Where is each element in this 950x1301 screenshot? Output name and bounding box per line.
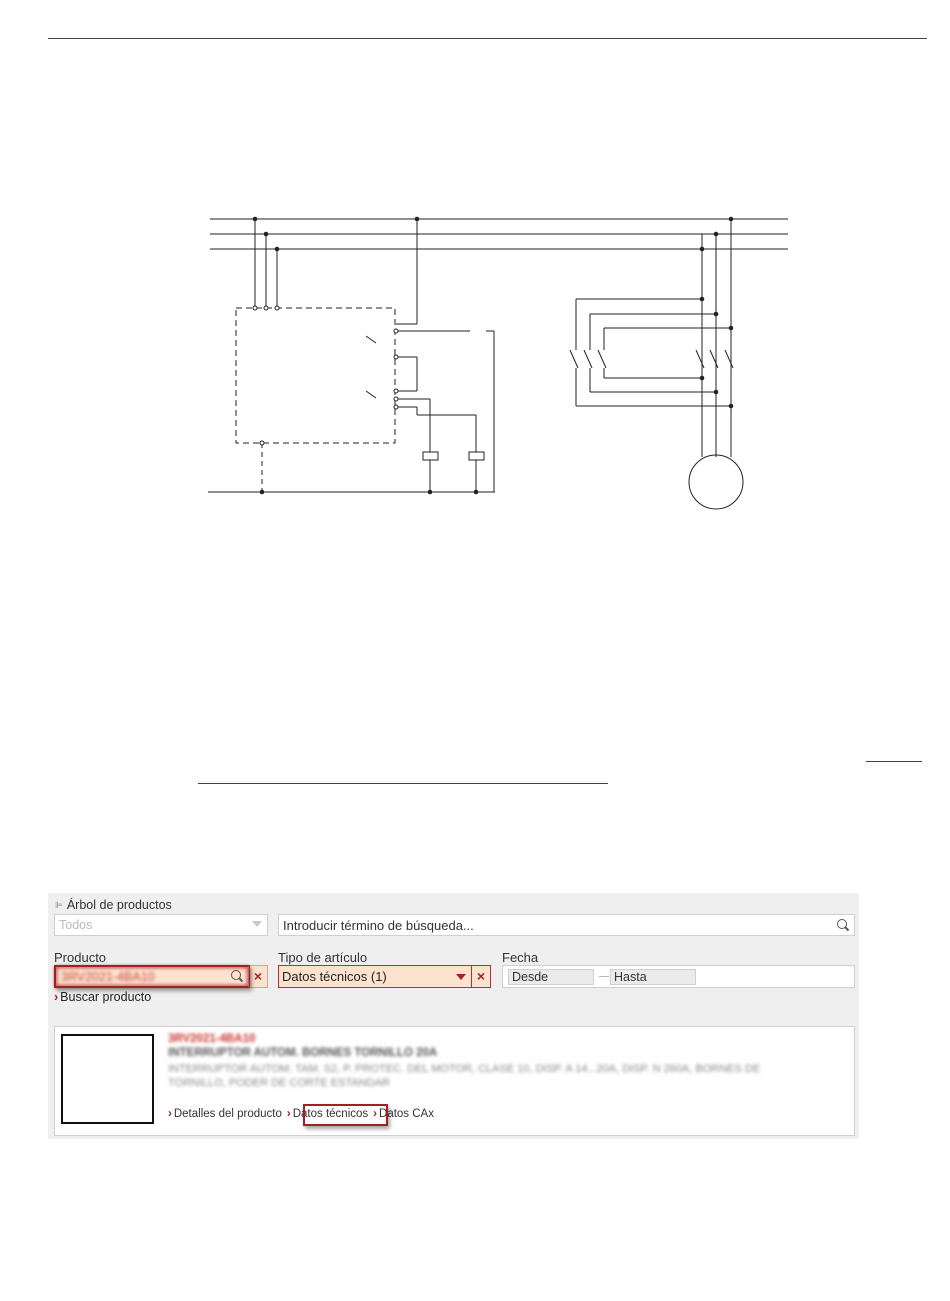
tree-icon: ⊫ [55,899,63,910]
result-card [54,1026,855,1136]
datos-cax-text: Datos CAx [379,1108,434,1120]
producto-input[interactable]: 3RV2021-4BA10 [55,966,249,987]
highlight-frame [54,965,250,988]
circuit-diagram [200,205,800,515]
date-separator [599,976,609,977]
highlight-frame [303,1104,388,1126]
chevron-down-icon[interactable] [456,974,466,980]
result-code[interactable]: 3RV2021-4BA10 [168,1033,256,1045]
clear-tipo-button[interactable]: × [471,966,490,987]
hyperlink-underline[interactable] [866,748,922,762]
chevron-right-icon: › [373,1108,378,1120]
top-divider [48,38,927,39]
product-tree-select-value: Todos [59,918,93,932]
fecha-label: Fecha [502,950,539,965]
product-tree-text: Árbol de productos [66,898,172,912]
producto-field[interactable] [54,965,268,988]
chevron-right-icon: › [54,990,59,1004]
product-thumbnail[interactable] [61,1034,154,1124]
detalles-producto-link[interactable] [168,1108,282,1120]
tipo-label: Tipo de artículo [278,950,368,965]
result-links [168,1108,434,1120]
search-icon[interactable] [231,970,243,982]
chevron-right-icon: › [286,1108,291,1120]
product-search-panel [48,893,859,1139]
buscar-producto-text: Buscar producto [60,990,152,1004]
result-description: INTERRUPTOR AUTOM. TAM. S2, P. PROTEC. DEL MOTOR, CLASE 10, DISP. A 14...20A, DISP. N 260A, BORNES DE TORNILLO, PODER DE CORTE ESTANDAR [168,1063,761,1089]
product-tree-label[interactable] [55,898,172,912]
desde-input[interactable]: Desde [508,969,594,985]
tipo-select-value: Datos técnicos (1) [282,969,387,984]
datos-tecnicos-text: Datos técnicos [292,1108,369,1120]
fecha-range [502,965,855,988]
tipo-select[interactable] [278,965,491,988]
hasta-input[interactable]: Hasta [610,969,696,985]
chevron-down-icon [252,921,262,927]
search-icon[interactable] [837,919,849,931]
search-input[interactable] [278,914,855,936]
result-name: INTERRUPTOR AUTOM. BORNES TORNILLO 20A [168,1047,438,1059]
producto-label: Producto [54,950,107,965]
product-tree-select[interactable] [54,914,268,936]
clear-producto-button[interactable]: × [248,966,267,987]
detalles-producto-text: Detalles del producto [173,1108,282,1120]
chevron-right-icon: › [168,1108,172,1120]
search-placeholder: Introducir término de búsqueda... [283,918,474,933]
buscar-producto-link[interactable] [54,990,151,1004]
hyperlink-underline[interactable] [198,770,608,784]
